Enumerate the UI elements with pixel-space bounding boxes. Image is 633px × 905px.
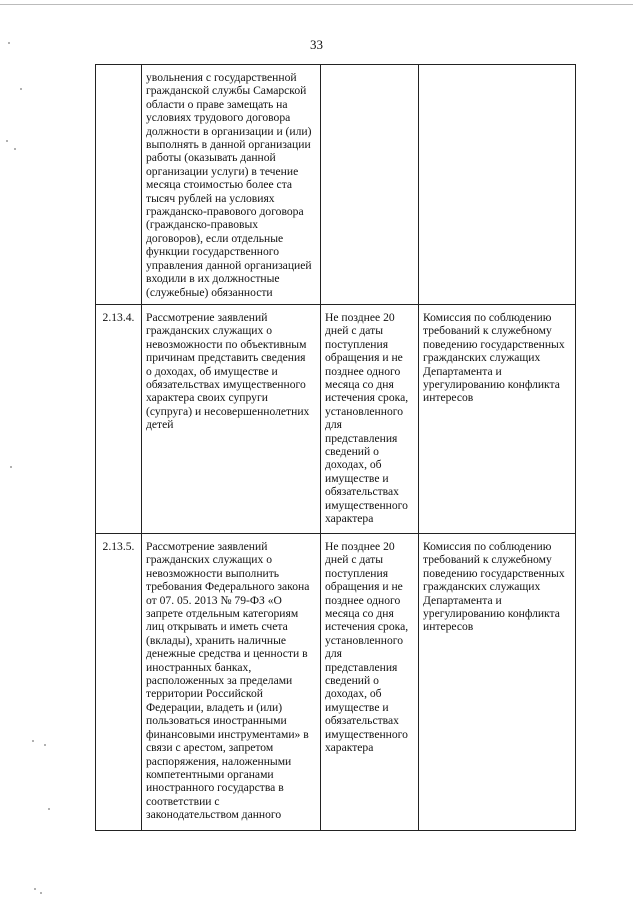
description-cell: увольнения с государственной гражданской службы Самарской области о праве замещать на условиях трудового договора должности в организации и (или) выполнять в данной организации работы (оказывать данной организации услуги) в течение месяца стоимостью более ста тысяч рублей на условиях гражданско-правового договора (гражданско-правовых договоров), если отдельные функции государственного управления данной организацией входили в их должностные (служебные) обязанности (142, 65, 321, 305)
description-cell: Рассмотрение заявлений гражданских служащих о невозможности выполнить требования Федерального закона от 07. 05. 2013 № 79-ФЗ «О запрете отдельным категориям лиц открывать и иметь счета (вклады), хранить наличные денежные средства и ценности в иностранных банках, расположенных за пределами территории Российской Федерации, владеть и (или) пользоваться иностранными финансовыми инструментами» в связи с арестом, запретом распоряжения, наложенными компетентными органами иностранного государства в соответствии с законодательством данного (142, 534, 321, 831)
page-number: 33 (310, 37, 323, 52)
scan-top-edge (0, 4, 633, 5)
description-cell: Рассмотрение заявлений гражданских служащих о невозможности по объективным причинам представить сведения о доходах, об имуществе и обязательствах имущественного характера своих супруги (супруга) и несовершеннолетних детей (142, 305, 321, 534)
scan-speck (14, 148, 16, 150)
scan-speck (48, 808, 50, 810)
responsible-cell: Комиссия по соблюдению требований к служебному поведению государственных гражданских служащих Департамента и урегулированию конфликта интересов (419, 305, 576, 534)
item-number-cell: 2.13.5. (96, 534, 142, 831)
deadline-cell (321, 65, 419, 305)
scan-speck (34, 888, 36, 890)
table-row (96, 305, 576, 534)
item-number-cell (96, 65, 142, 305)
deadline-cell: Не позднее 20 дней с даты поступления обращения и не позднее одного месяца со дня истечения срока, установленного для представления сведений о доходах, об имуществе и обязательствах имущественного характера (321, 305, 419, 534)
item-number-cell: 2.13.4. (96, 305, 142, 534)
scan-speck (40, 892, 42, 894)
measures-table (95, 64, 576, 831)
scan-speck (8, 42, 10, 44)
responsible-cell (419, 65, 576, 305)
table-row (96, 65, 576, 305)
responsible-cell: Комиссия по соблюдению требований к служебному поведению государственных гражданских служащих Департамента и урегулированию конфликта интересов (419, 534, 576, 831)
scan-speck (20, 88, 22, 90)
deadline-cell: Не позднее 20 дней с даты поступления обращения и не позднее одного месяца со дня истечения срока, установленного для представления сведений о доходах, об имуществе и обязательствах имущественного характера (321, 534, 419, 831)
table-row (96, 534, 576, 831)
scan-speck (44, 744, 46, 746)
scan-speck (10, 466, 12, 468)
scan-speck (6, 140, 8, 142)
scan-speck (32, 740, 34, 742)
